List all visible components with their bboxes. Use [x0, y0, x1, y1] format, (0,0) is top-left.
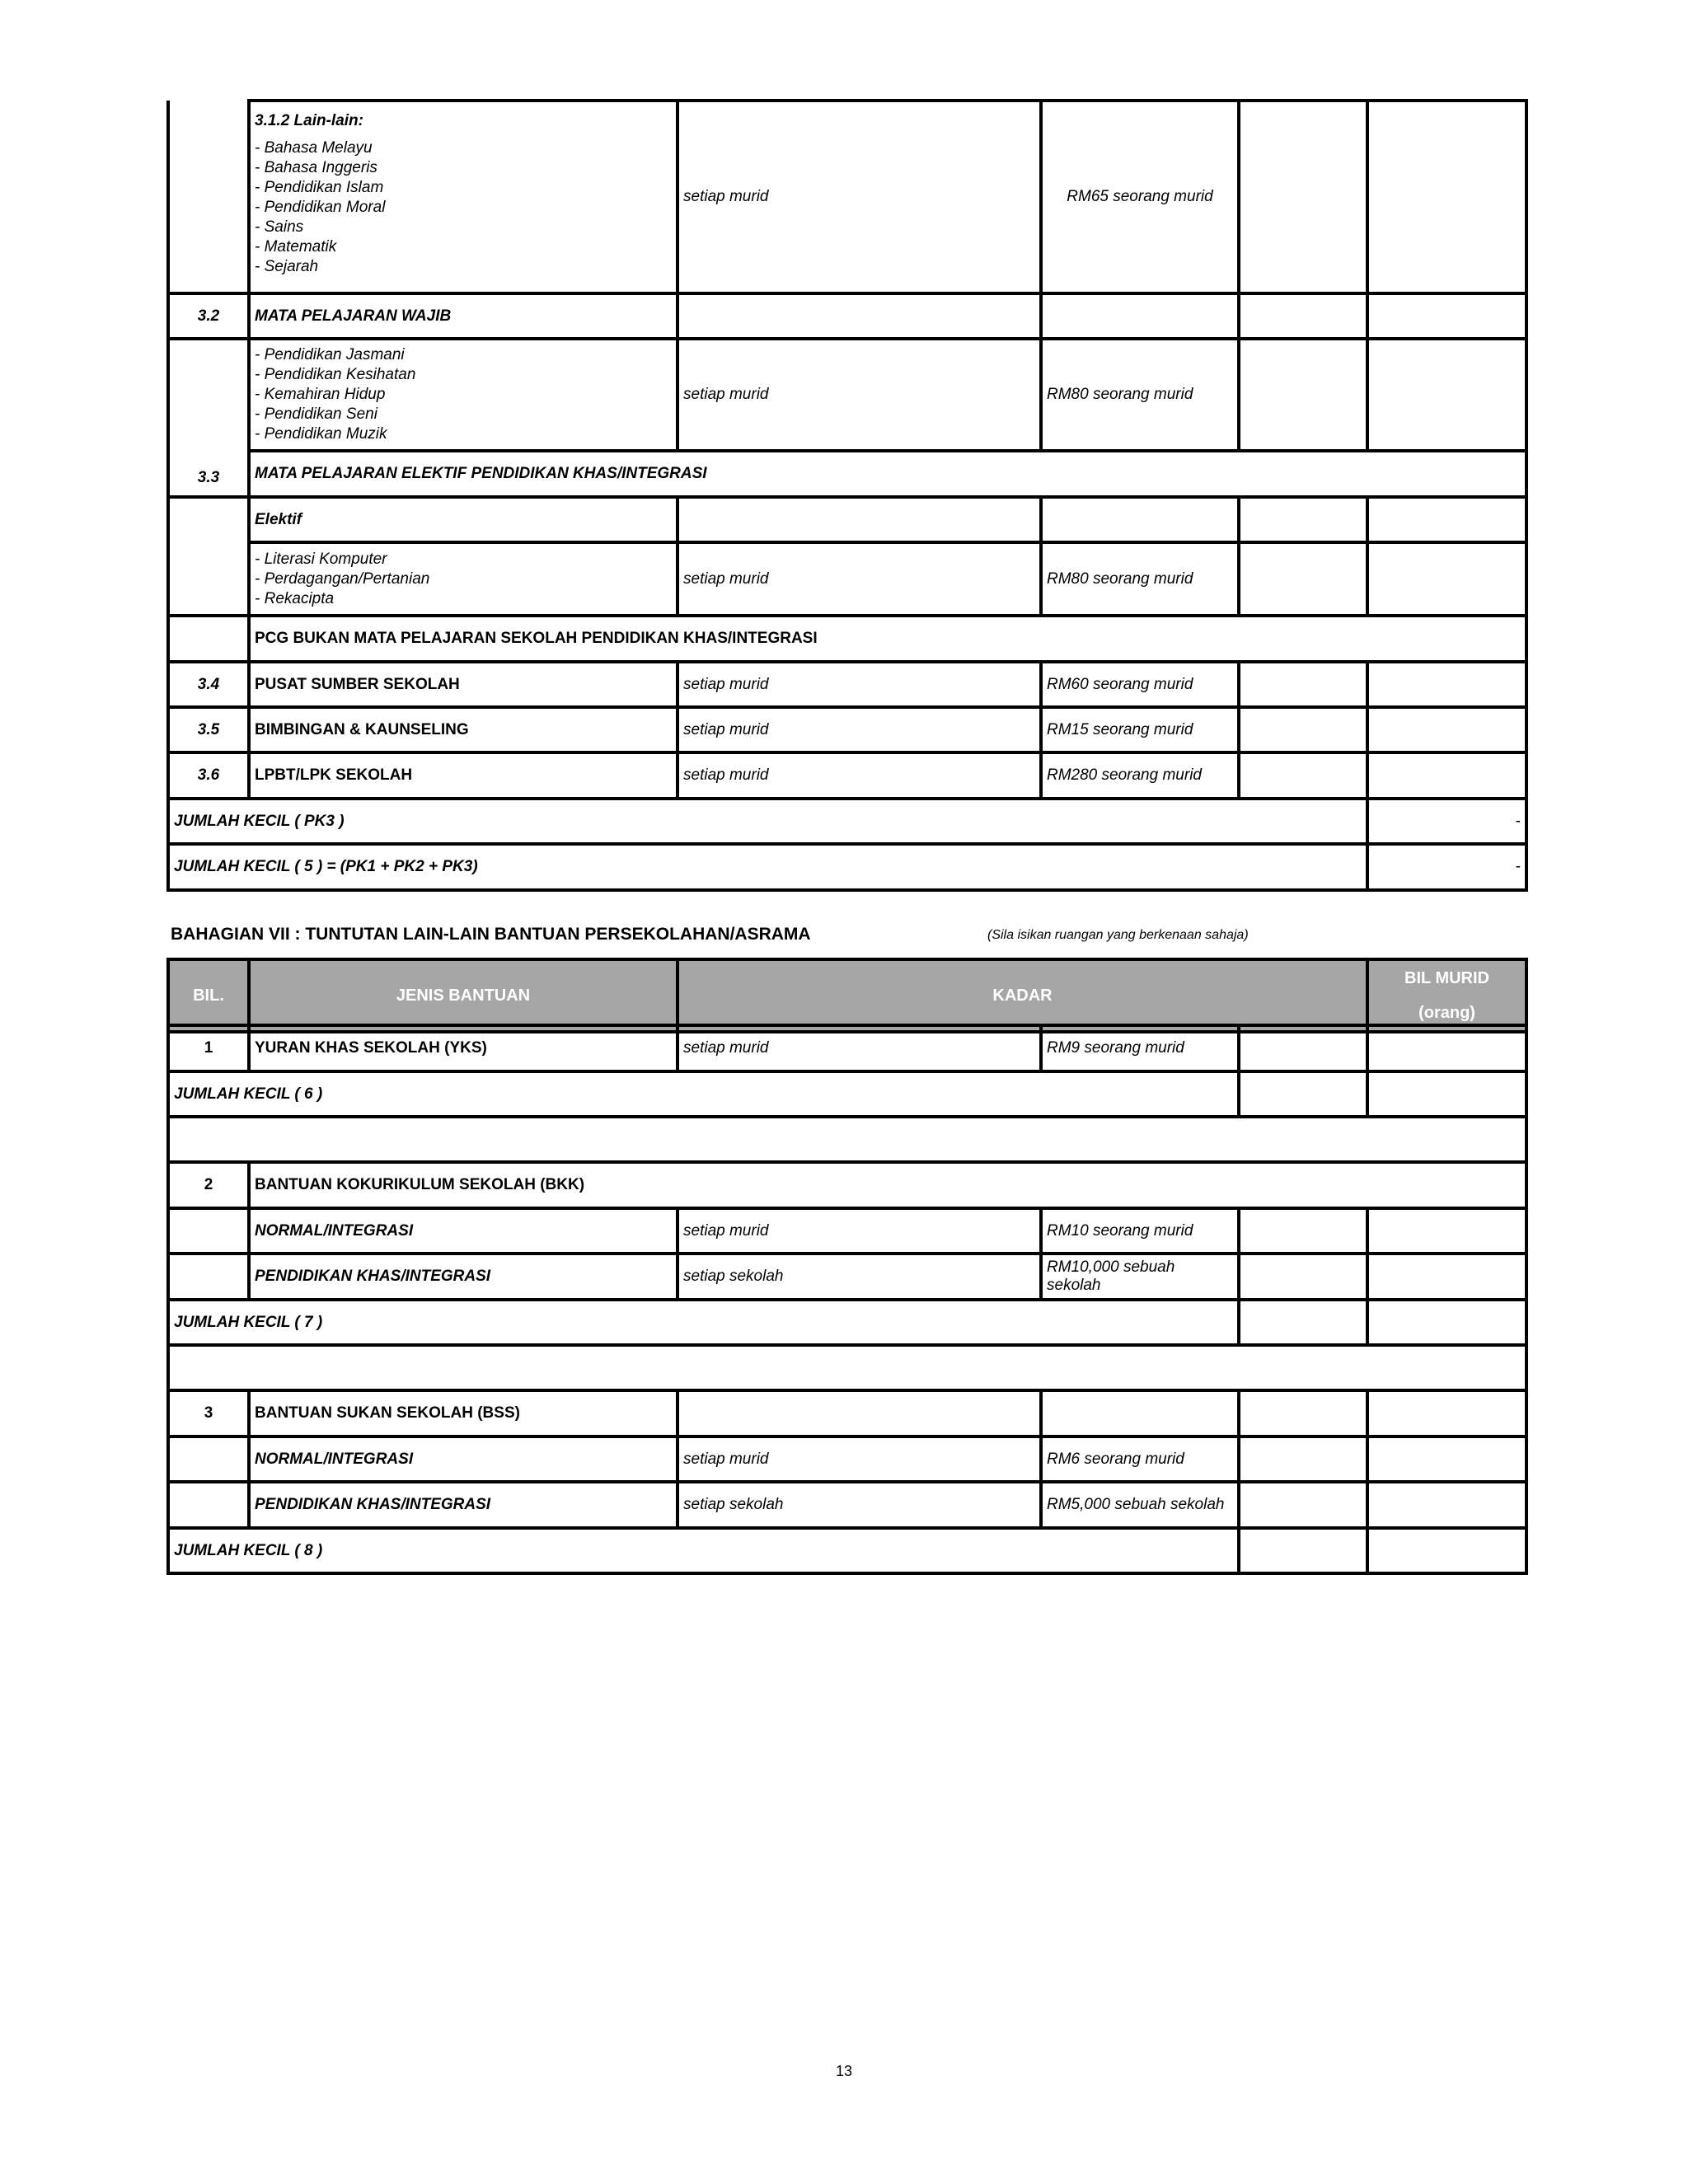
spacer-cell — [168, 1117, 1526, 1162]
rate-cell: RM10,000 sebuah sekolah — [1041, 1254, 1239, 1300]
row-yks — [168, 1025, 1526, 1071]
subject-list-cell — [249, 542, 678, 616]
bil-cell: 2 — [168, 1162, 249, 1208]
subject-item: - Sains — [255, 218, 304, 236]
bil-cell — [168, 1208, 249, 1254]
student-count-input[interactable] — [1239, 752, 1367, 799]
subject-list — [255, 138, 672, 277]
subject-item: - Matematik — [255, 238, 337, 255]
item-name: BIMBINGAN & KAUNSELING — [249, 707, 678, 752]
row-subtotal-7 — [168, 1300, 1526, 1345]
row-subtotal-8 — [168, 1528, 1526, 1573]
row-bss-normal — [168, 1436, 1526, 1482]
student-count-input[interactable] — [1239, 497, 1367, 542]
subject-item: - Literasi Komputer — [255, 550, 387, 568]
header-bil-murid — [1367, 959, 1526, 1032]
rate-cell — [1041, 497, 1239, 542]
bil-cell: 3 — [168, 1390, 249, 1436]
subject-list-cell — [249, 101, 678, 293]
allocation-input[interactable] — [1367, 662, 1526, 707]
subtotal-count[interactable] — [1239, 1528, 1367, 1573]
subtotal-label: JUMLAH KECIL ( 6 ) — [168, 1071, 1239, 1117]
basis-cell: setiap murid — [678, 542, 1041, 616]
student-count-input[interactable] — [1239, 542, 1367, 616]
student-count-input[interactable] — [1239, 1254, 1367, 1300]
bil-cell: 3.6 — [168, 752, 249, 799]
basis-cell: setiap sekolah — [678, 1482, 1041, 1528]
item-name: PUSAT SUMBER SEKOLAH — [249, 662, 678, 707]
allocation-input[interactable] — [1367, 1208, 1526, 1254]
bil-cell — [168, 1482, 249, 1528]
item-name: NORMAL/INTEGRASI — [249, 1436, 678, 1482]
bil-cell: 3.4 — [168, 662, 249, 707]
allocation-input[interactable] — [1367, 1436, 1526, 1482]
subject-item: - Bahasa Melayu — [255, 139, 373, 157]
basis-cell: setiap murid — [678, 1436, 1041, 1482]
subtotal-value: - — [1367, 799, 1526, 844]
row-bss-header — [168, 1390, 1526, 1436]
student-count-input[interactable] — [1239, 1390, 1367, 1436]
row-33-header — [168, 451, 1526, 497]
subject-item: - Pendidikan Moral — [255, 199, 386, 216]
spacer-row — [168, 1117, 1526, 1162]
row-33-subjects — [168, 542, 1526, 616]
header-bil: BIL. — [168, 959, 249, 1032]
row-36 — [168, 752, 1526, 799]
bil-cell: 3.2 — [168, 293, 249, 339]
rate-cell: RM80 seorang murid — [1041, 542, 1239, 616]
subtotal-label: JUMLAH KECIL ( 5 ) = (PK1 + PK2 + PK3) — [168, 844, 1367, 890]
rate-cell — [1041, 293, 1239, 339]
subtotal-value: - — [1367, 844, 1526, 890]
rate-cell: RM60 seorang murid — [1041, 662, 1239, 707]
row-32-subjects — [168, 339, 1526, 451]
row-bkk-header — [168, 1162, 1526, 1208]
item-name: PENDIDIKAN KHAS/INTEGRASI — [249, 1482, 678, 1528]
rate-cell: RM10 seorang murid — [1041, 1208, 1239, 1254]
rate-cell: RM65 seorang murid — [1041, 101, 1239, 293]
subject-item: - Kemahiran Hidup — [255, 386, 386, 403]
basis-cell: setiap murid — [678, 707, 1041, 752]
allocation-input[interactable] — [1367, 101, 1526, 293]
row-subtotal-6 — [168, 1071, 1526, 1117]
allocation-input[interactable] — [1367, 339, 1526, 451]
allocation-input[interactable] — [1367, 1025, 1526, 1071]
allocation-table-part-3 — [166, 99, 1528, 892]
subject-item: - Bahasa Inggeris — [255, 159, 377, 176]
subject-item: - Pendidikan Seni — [255, 405, 377, 423]
spacer-cell — [168, 1345, 1526, 1390]
subject-item: - Perdagangan/Pertanian — [255, 569, 430, 588]
item-name: LPBT/LPK SEKOLAH — [249, 752, 678, 799]
basis-cell: setiap murid — [678, 1208, 1041, 1254]
subject-item: - Sejarah — [255, 258, 319, 275]
rate-cell: RM5,000 sebuah sekolah — [1041, 1482, 1239, 1528]
student-count-input[interactable] — [1239, 1025, 1367, 1071]
bil-cell — [168, 616, 249, 662]
student-count-input[interactable] — [1239, 662, 1367, 707]
item-name: NORMAL/INTEGRASI — [249, 1208, 678, 1254]
subject-list — [255, 550, 672, 609]
subtotal-label: JUMLAH KECIL ( 7 ) — [168, 1300, 1239, 1345]
elective-label: Elektif — [249, 497, 678, 542]
subject-item: - Pendidikan Kesihatan — [255, 366, 416, 383]
header-jenis-bantuan: JENIS BANTUAN — [249, 959, 678, 1032]
row-35 — [168, 707, 1526, 752]
pcg-note: PCG BUKAN MATA PELAJARAN SEKOLAH PENDIDIKAN KHAS/INTEGRASI — [249, 616, 1526, 662]
bil-cell — [168, 339, 249, 451]
basis-cell: setiap murid — [678, 339, 1041, 451]
rate-cell: RM80 seorang murid — [1041, 339, 1239, 451]
student-count-input[interactable] — [1239, 101, 1367, 293]
student-count-input[interactable] — [1239, 293, 1367, 339]
table-header-row: BIL. JENIS BANTUAN KADAR BIL MURID (orang) PERUNTUKAN (RM) — [168, 959, 1526, 1032]
bil-cell: 3.3 — [168, 451, 249, 497]
subtotal-value[interactable] — [1367, 1300, 1526, 1345]
item-name: BANTUAN KOKURIKULUM SEKOLAH (BKK) — [249, 1162, 1526, 1208]
item-name: YURAN KHAS SEKOLAH (YKS) — [249, 1025, 678, 1071]
basis-cell: setiap sekolah — [678, 1254, 1041, 1300]
item-name: BANTUAN SUKAN SEKOLAH (BSS) — [249, 1390, 678, 1436]
spacer-row — [168, 1345, 1526, 1390]
allocation-input[interactable] — [1367, 497, 1526, 542]
allocation-input[interactable] — [1367, 542, 1526, 616]
allocation-input[interactable] — [1367, 752, 1526, 799]
bil-cell — [168, 497, 249, 542]
item-name: PENDIDIKAN KHAS/INTEGRASI — [249, 1254, 678, 1300]
basis-cell — [678, 1390, 1041, 1436]
allocation-input[interactable] — [1367, 707, 1526, 752]
basis-cell — [678, 497, 1041, 542]
student-count-input[interactable] — [1239, 1208, 1367, 1254]
student-count-input[interactable] — [1239, 1436, 1367, 1482]
header-kadar: KADAR — [678, 959, 1367, 1032]
header-bil-murid-unit: (orang) — [1418, 1004, 1475, 1022]
row-bkk-normal — [168, 1208, 1526, 1254]
bil-cell — [168, 1436, 249, 1482]
basis-cell — [678, 293, 1041, 339]
other-aid-claims-body — [166, 1024, 1528, 1575]
section-title: MATA PELAJARAN WAJIB — [249, 293, 678, 339]
subject-item: - Rekacipta — [255, 589, 335, 607]
basis-cell: setiap murid — [678, 662, 1041, 707]
subtotal-label: JUMLAH KECIL ( 8 ) — [168, 1528, 1239, 1573]
rate-cell: RM280 seorang murid — [1041, 752, 1239, 799]
subject-list — [255, 345, 672, 444]
rate-cell — [1041, 1390, 1239, 1436]
rate-cell: RM15 seorang murid — [1041, 707, 1239, 752]
subtotal-count[interactable] — [1239, 1300, 1367, 1345]
section-title: BAHAGIAN VII : TUNTUTAN LAIN-LAIN BANTUAN PERSEKOLAHAN/ASRAMA — [171, 925, 811, 944]
row-32-header — [168, 293, 1526, 339]
bil-cell: 3.5 — [168, 707, 249, 752]
basis-cell: setiap murid — [678, 101, 1041, 293]
subject-item: - Pendidikan Islam — [255, 179, 384, 196]
basis-cell: setiap murid — [678, 1025, 1041, 1071]
row-subtotal-pk3 — [168, 799, 1526, 844]
row-subtotal-5 — [168, 844, 1526, 890]
row-33-elective — [168, 497, 1526, 542]
allocation-input[interactable] — [1367, 293, 1526, 339]
subtotal-label: JUMLAH KECIL ( PK3 ) — [168, 799, 1367, 844]
rate-cell: RM9 seorang murid — [1041, 1025, 1239, 1071]
row-bkk-khas — [168, 1254, 1526, 1300]
section-title: 3.1.2 Lain-lain: — [255, 112, 363, 129]
subtotal-value[interactable] — [1367, 1528, 1526, 1573]
allocation-input[interactable] — [1367, 1254, 1526, 1300]
allocation-input[interactable] — [1367, 1482, 1526, 1528]
student-count-input[interactable] — [1239, 339, 1367, 451]
subject-list-cell — [249, 339, 678, 451]
basis-cell: setiap murid — [678, 752, 1041, 799]
rate-cell: RM6 seorang murid — [1041, 1436, 1239, 1482]
row-bss-khas — [168, 1482, 1526, 1528]
subject-item: - Pendidikan Muzik — [255, 425, 387, 443]
subject-item: - Pendidikan Jasmani — [255, 346, 405, 363]
bil-cell — [168, 1254, 249, 1300]
student-count-input[interactable] — [1239, 707, 1367, 752]
student-count-input[interactable] — [1239, 1482, 1367, 1528]
allocation-input[interactable] — [1367, 1390, 1526, 1436]
row-pcg-note — [168, 616, 1526, 662]
bil-cell — [168, 101, 249, 293]
subtotal-value[interactable] — [1367, 1071, 1526, 1117]
header-bil-murid-label: BIL MURID — [1404, 969, 1489, 987]
bil-cell: 1 — [168, 1025, 249, 1071]
subtotal-count[interactable] — [1239, 1071, 1367, 1117]
section-title: MATA PELAJARAN ELEKTIF PENDIDIKAN KHAS/INTEGRASI — [249, 451, 1526, 497]
bil-cell — [168, 542, 249, 616]
section-note: (Sila isikan ruangan yang berkenaan sahaja) — [987, 928, 1249, 942]
page-number: 13 — [835, 2063, 853, 2079]
other-aid-claims-table — [166, 958, 1648, 1033]
row-34 — [168, 662, 1526, 707]
row-312 — [168, 101, 1526, 293]
